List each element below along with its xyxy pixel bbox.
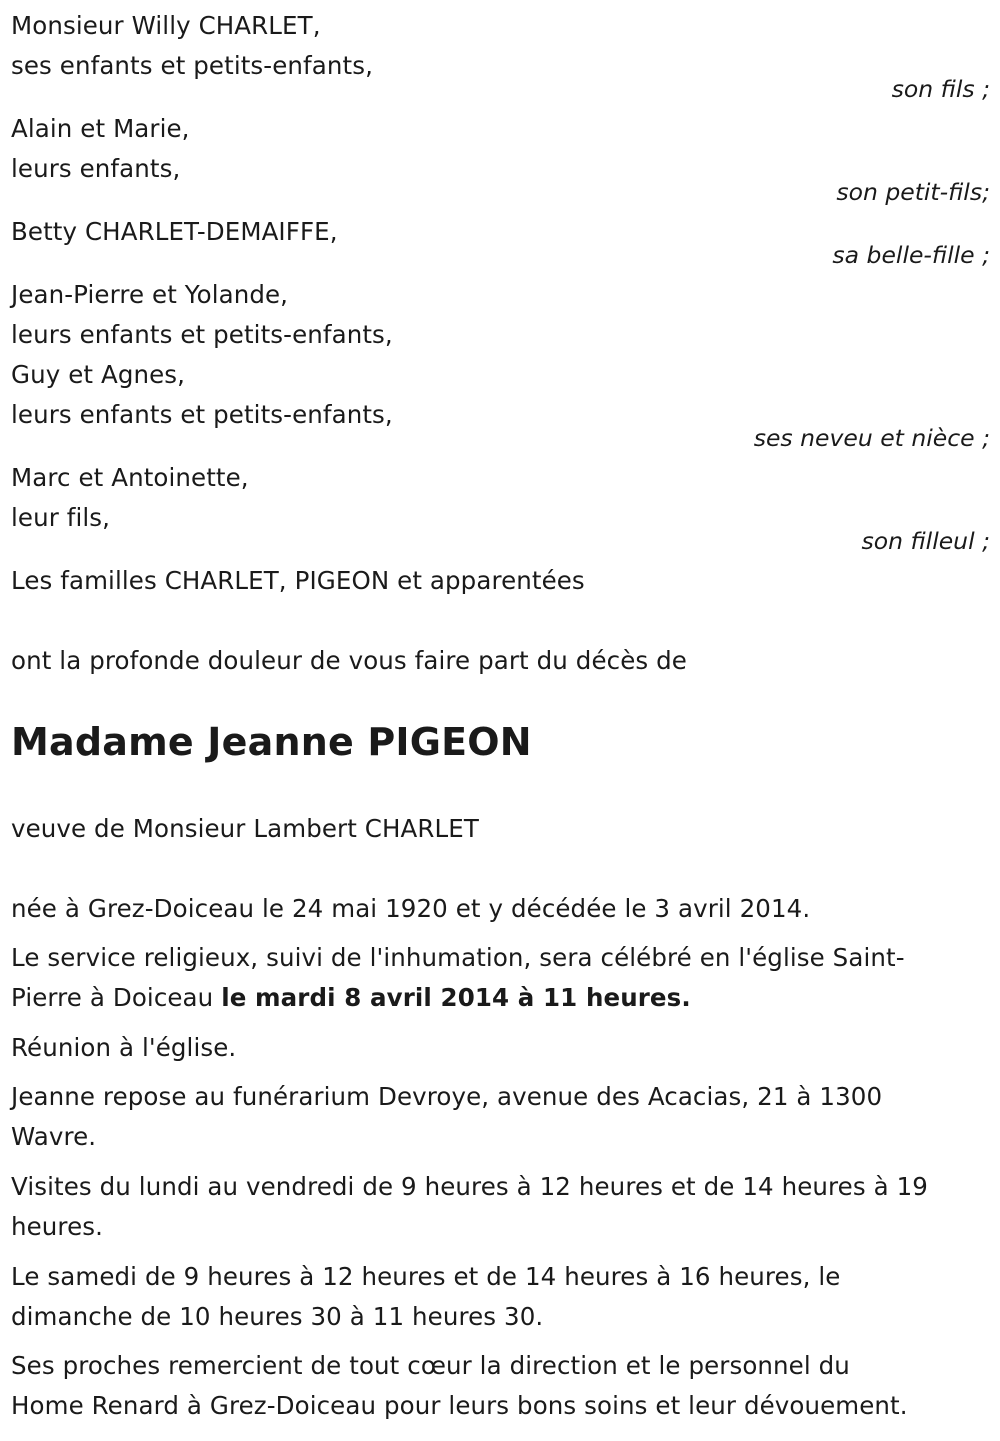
family-line: leurs enfants et petits-enfants, bbox=[11, 400, 393, 429]
visits-line: Le samedi de 9 heures à 12 heures et de 14 heures à 16 heures, le bbox=[11, 1262, 841, 1291]
thanks-line: Home Renard à Grez-Doiceau pour leurs bons soins et leur dévouement. bbox=[11, 1391, 908, 1420]
announcement-text: ont la profonde douleur de vous faire part du décès de bbox=[11, 646, 687, 675]
relation-label: ses neveu et nièce ; bbox=[753, 424, 990, 452]
family-line: Alain et Marie, bbox=[11, 114, 190, 143]
meeting-line: Réunion à l'église. bbox=[11, 1033, 237, 1062]
service-date: le mardi 8 avril 2014 à 11 heures. bbox=[221, 983, 691, 1012]
deceased-name: Madame Jeanne PIGEON bbox=[11, 720, 532, 764]
repose-line: Wavre. bbox=[11, 1122, 97, 1151]
family-line: ses enfants et petits-enfants, bbox=[11, 51, 373, 80]
families-line: Les familles CHARLET, PIGEON et apparentées bbox=[11, 566, 585, 595]
service-place: Pierre à Doiceau bbox=[11, 983, 222, 1012]
relation-label: son fils ; bbox=[891, 75, 990, 103]
relation-label: sa belle-fille ; bbox=[832, 241, 990, 269]
family-line: Guy et Agnes, bbox=[11, 360, 186, 389]
service-line: Le service religieux, suivi de l'inhumation, sera célébré en l'église Saint- bbox=[11, 943, 905, 972]
family-line: Jean-Pierre et Yolande, bbox=[11, 280, 289, 309]
relation-label: son petit-fils; bbox=[836, 178, 990, 206]
family-line: leurs enfants, bbox=[11, 154, 181, 183]
family-line: Marc et Antoinette, bbox=[11, 463, 249, 492]
birth-death-line: née à Grez-Doiceau le 24 mai 1920 et y décédée le 3 avril 2014. bbox=[11, 894, 811, 923]
visits-line: heures. bbox=[11, 1212, 103, 1241]
thanks-line: Ses proches remercient de tout cœur la direction et le personnel du bbox=[11, 1351, 850, 1380]
family-line: leur fils, bbox=[11, 503, 111, 532]
family-line: Monsieur Willy CHARLET, bbox=[11, 11, 321, 40]
visits-line: dimanche de 10 heures 30 à 11 heures 30. bbox=[11, 1302, 544, 1331]
widow-of-line: veuve de Monsieur Lambert CHARLET bbox=[11, 814, 479, 843]
service-line bbox=[11, 978, 691, 1018]
relation-label: son filleul ; bbox=[861, 527, 990, 555]
family-line: Betty CHARLET-DEMAIFFE, bbox=[11, 217, 338, 246]
visits-line: Visites du lundi au vendredi de 9 heures à 12 heures et de 14 heures à 19 bbox=[11, 1172, 928, 1201]
family-line: leurs enfants et petits-enfants, bbox=[11, 320, 393, 349]
repose-line: Jeanne repose au funérarium Devroye, avenue des Acacias, 21 à 1300 bbox=[11, 1082, 883, 1111]
